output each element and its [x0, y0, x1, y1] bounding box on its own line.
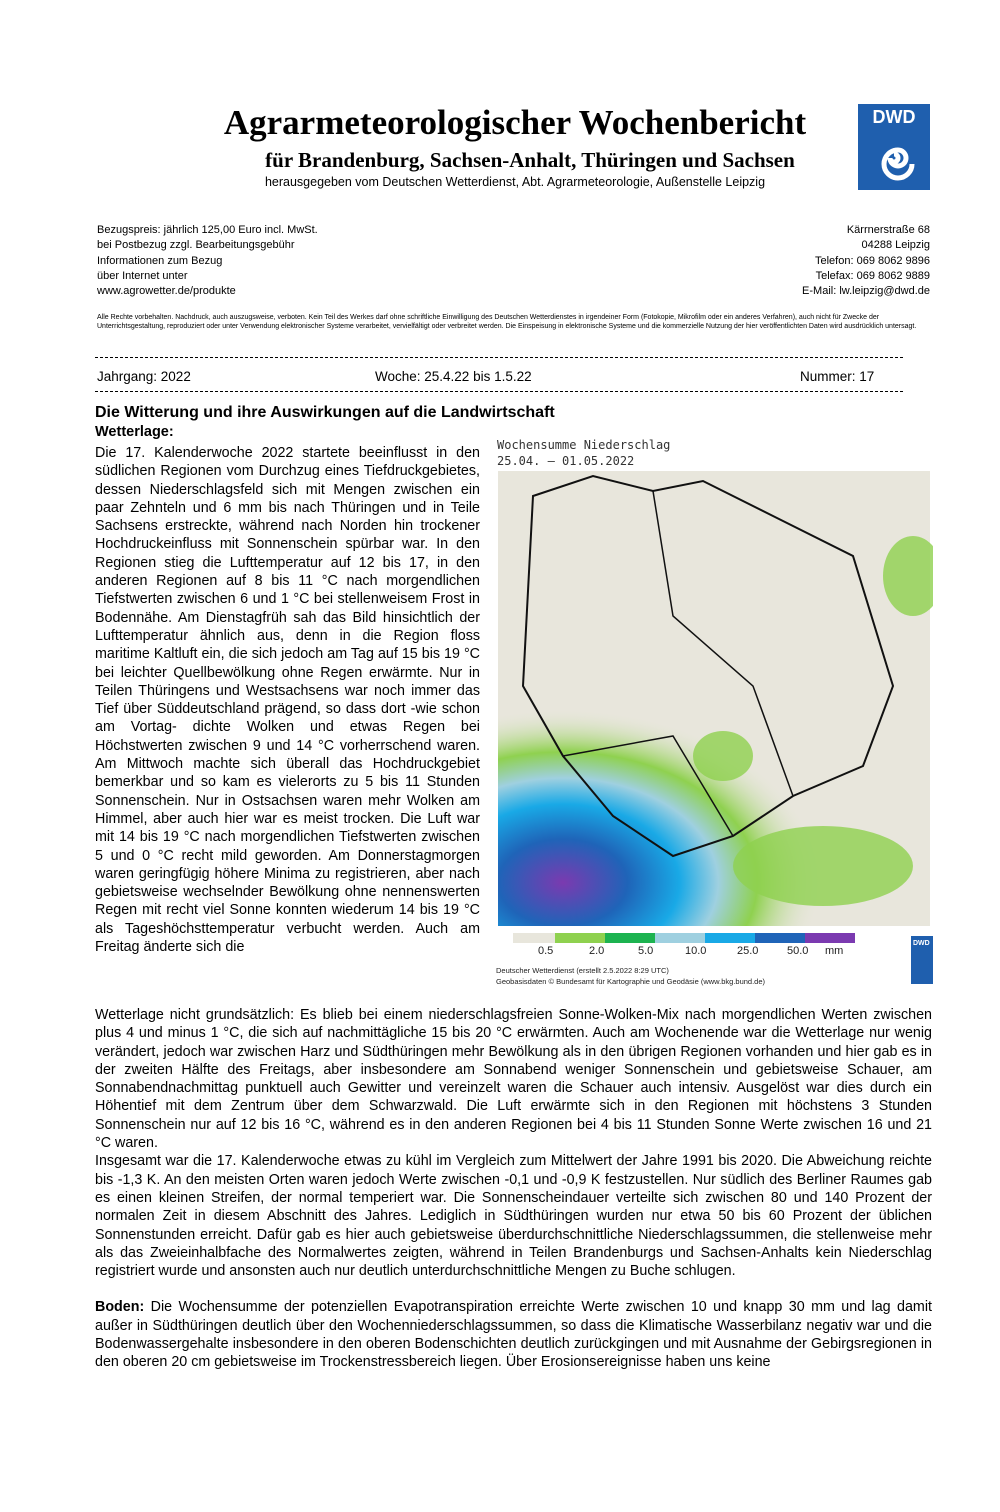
- email-link[interactable]: E-Mail: lw.leipzig@dwd.de: [802, 285, 930, 298]
- weather-text-column: Die 17. Kalenderwoche 2022 startete beeinflusst in den südlichen Regionen vom Durchzug eines Tiefdruckgebietes, dessen Niederschlagsfeld sich mit Mengen zwischen ein paar Zehnteln und 6 mm bis nach Thüringen und in Teile Sachsens erstreckte, während nach Norden hin trockener Hochdruckeinfluss mit Sonnenschein spürbar war. In den Regionen stieg die Lufttemperatur auf 12 bis 17, in den anderen Regionen auf 8 bis 11 °C nach morgendlichen Tiefstwerten zwischen 6 und 1 °C bei stellenweisem Frost in Bodennähe. Am Dienstagfrüh sah das Bild hinsichtlich der Lufttemperatur ähnlich aus, denn in die Region floss maritime Kaltluft ein, die sich jedoch am Tag auf 15 bis 19 °C bei leichter Quellbewölkung ohne Regen erwärmte. Nur in Teilen Thüringens und Westsachsens war noch immer das Tief über Süddeutschland prägend, so dass dort -wie schon am Vortag- dichte Wolken und etwas Regen bei Höchstwerten zwischen 9 und 14 °C vorherrschend waren. Am Mittwoch machte sich überall das Hochdruckgebiet bemerkbar und so kam es vielerorts zu 5 bis 11 Stunden Sonnenschein. Nur in Ostsachsen waren mehr Wolken am Himmel, aber auch hier war es meist trocken. Die Luft war mit 14 bis 19 °C nach morgendlichen Tiefstwerten zwischen 5 und 0 °C recht mild geworden. Am Donnerstagmorgen waren geringfügig höhere Minima zu registrieren, aber nach gebietsweise wechselnder Bewölkung ohne nennenswerten Regen mit recht viel Sonne konnten wiederum 14 bis 19 °C als Tageshöchsttemperatur verbucht werden. Auch am Freitag änderte sich die: [95, 445, 480, 956]
- section-subheading: Wetterlage:: [95, 424, 174, 440]
- report-subtitle: für Brandenburg, Sachsen-Anhalt, Thüringen und Sachsen: [265, 148, 795, 172]
- divider: [95, 391, 903, 392]
- website-link[interactable]: www.agrowetter.de/produkte: [97, 285, 236, 298]
- document-page: Agrarmeteorologischer Wochenbericht für Brandenburg, Sachsen-Anhalt, Thüringen und Sachsen herausgegeben vom Deutschen Wetterdienst, Abt. Agrarmeteorologie, Außenstelle Leipzig DWD Bezugspreis: jährlich 125,00 Euro incl. MwSt. bei Postbezug zzgl. Bearbeitungsgebühr Informationen zum Bezug über Internet unter www.agrowetter.de/produkte Kärrnerstraße 68 04288 Leipzig Telefon: 069 8062 9896 Telefax: 069 8062 9889 E-Mail: lw.leipzig@dwd.de Alle Rechte vorbehalten. Nachdruck, auch auszugsweise, verboten. Kein Teil des Werkes darf ohne schriftliche Einwilligung des Deutschen Wetterdienstes in irgendeiner Form (Fotokopie, Mikrofilm oder ein anderes Verfahren), auch nicht für Zwecke der Unterrichtsgestaltung, reproduziert oder unter Verwendung elektronischer Systeme verarbeitet, vervielfältigt oder verbreitet werden. Die Einspeisung in elektronische Systeme und die kommerzielle Nutzung der hier veröffentlichten Daten wird ausdrücklich untersagt. Jahrgang: 2022 Woche: 25.4.22 bis 1.5.22 Nummer: 17 Die Witterung und ihre Auswirkungen auf die Landwirtschaft Wetterlage: Die 17. Kalenderwoche 2022 startete beeinflusst in den südlichen Regionen vom Durchzug eines Tiefdruckgebietes, dessen Niederschlagsfeld sich mit Mengen zwischen ein paar Zehnteln und 6 mm bis nach Thüringen und in Teile Sachsens erstreckte, während nach Norden hin trockener Hochdruckeinfluss mit Sonnenschein spürbar war. In den Regionen stieg die Lufttemperatur auf 12 bis 17, in den anderen Regionen auf 8 bis 11 °C nach morgendlichen Tiefstwerten zwischen 6 und 1 °C bei stellenweisem Frost in Bodennähe. Am Dienstagfrüh sah das Bild hinsichtlich der Lufttemperatur ähnlich aus, denn in die Region floss maritime Kaltluft ein, die sich jedoch am Tag auf 15 bis 19 °C bei leichter Quellbewölkung ohne Regen erwärmte. Nur in Teilen Thüringens und Westsachsens war noch immer das Tief über Süddeutschland prägend, so dass dort -wie schon am Vortag- dichte Wolken und etwas Regen bei Höchstwerten zwischen 9 und 14 °C vorherrschend waren. Am Mittwoch machte sich überall das Hochdruckgebiet bemerkbar und so kam es vielerorts zu 5 bis 11 Stunden Sonnenschein. Nur in Ostsachsen waren mehr Wolken am Himmel, aber auch hier war es meist trocken. Die Luft war mit 14 bis 19 °C nach morgendlichen Tiefstwerten zwischen 5 und 0 °C recht mild geworden. Am Donnerstagmorgen waren geringfügig höhere Minima zu registrieren, aber nach gebietsweise wechselnder Bewölkung ohne nennenswerten Regen mit recht viel Sonne konnten wiederum 14 bis 19 °C als Tageshöchsttemperatur verbucht werden. Auch am Freitag änderte sich die Wochensumme Niederschlag 25.04. – 01.05.2022 0.5 2.0 5.0 10.0 25.0 50.0 mm Deutscher Wetterdienst (erstellt 2.5.2022 8:29 UTC) Geobasisdaten © Bundesamt für Kartographie und Geodäsie (www.bkg.bund.de) DWD Wetterlage nicht grundsätzlich: Es blieb bei einem niederschlagsfreien Sonne-Wolken-Mix nach morgendlichen Werten zwischen plus 4 und minus 1 °C, die sich auf nachmittägliche 15 bis 20 °C erwärmten. Auch am Wochenende war die Wetterlage nur wenig verändert, jedoch war zwischen Harz und Südthüringen mehr Bewölkung als in den übrigen Regionen vorhanden und hier gab es in der zweiten Hälfte des Freitags, aber insbesondere am Sonnabend weniger Sonnenschein und gebietsweise Schauer, am Sonnabendnachmittag punktuell auch Gewitter und vereinzelt waren die Schauer auch intensiv. Ausgelöst war dies durch ein Höhentief mit dem Zentrum über dem Schwarzwald. Die Luft erwärmte sich in den Regionen mit höchstens 3 Stunden Sonnenschein nur auf 12 bis 16 °C, während es in den anderen Regionen bei 4 bis 11 Stunden Sonne Werte zwischen 16 und 21 °C waren. Insgesamt war die 17. Kalenderwoche etwas zu kühl im Vergleich zum Mittelwert der Jahre 1991 bis 2020. Die Abweichung reichte bis -1,3 K. An den meisten Orten waren jedoch Werte zwischen -0,1 und -0,9 K festzustellen. Nur südlich des Berliner Raumes gab es einen kleinen Streifen, der normal temperiert war. Die Sonnenscheindauer verteilte sich zwischen 80 und 140 Prozent der normalen Zeit in diesem Abschnitt des Jahres. Lediglich in Südthüringen wurden nur etwa 50 bis 60 Prozent der üblichen Sonnenstunden erreicht. Dafür gab es hier auch gebietsweise überdurchschnittliche Niederschlagssummen, die stellenweise mehr als das Zweieinhalbfache des Normalwertes zeigten, während in Teilen Brandenburgs und Sachsen-Anhalts kein Niederschlag registriert wurde und ansonsten auch nur deutlich unterdurchschnittliche Mengen zu Buche schlugen. Boden: Die Wochensumme der potenziellen Evapotranspiration erreichte Werte zwischen 10 und knapp 30 mm und lag damit außer in Südthüringen deutlich über den Wochenniederschlagssummen, so dass die Klimatische Wasserbilanz negativ war und die Bodenwassergehalte insbesondere in den oberen Bodenschichten deutlich zurückgingen und mit Ausnahme der Gebirgsregionen in den oberen 20 cm gebietsweise im Trockenstressbereich liegen. Über Erosionsereignisse haben uns keine: [0, 0, 1000, 1512]
- map-graphic: [493, 436, 933, 991]
- precipitation-map: [493, 436, 933, 991]
- precip-area: [733, 826, 913, 906]
- weather-text-full: Wetterlage nicht grundsätzlich: Es blieb bei einem niederschlagsfreien Sonne-Wolken-Mix nach morgendlichen Werten zwischen plus 4 und minus 1 °C, die sich auf nachmittägliche 15 bis 20 °C erwärmten. Auch am Wochenende war die Wetterlage nur wenig verändert, jedoch war zwischen Harz und Südthüringen mehr Bewölkung als in den übrigen Regionen vorhanden und hier gab es in der zweiten Hälfte des Freitags, aber insbesondere am Sonnabend weniger Sonnenschein und gebietsweise Schauer, am Sonnabendnachmittag punktuell auch Gewitter und vereinzelt waren die Schauer auch intensiv. Ausgelöst war dies durch ein Höhentief mit dem Zentrum über dem Schwarzwald. Die Luft erwärmte sich in den Regionen mit höchstens 3 Stunden Sonnenschein nur auf 12 bis 16 °C, während es in den anderen Regionen bei 4 bis 11 Stunden Sonne Werte zwischen 16 und 21 °C waren. Insgesamt war die 17. Kalenderwoche etwas zu kühl im Vergleich zum Mittelwert der Jahre 1991 bis 2020. Die Abweichung reichte bis -1,3 K. An den meisten Orten waren jedoch Werte zwischen -0,1 und -0,9 K festzustellen. Nur südlich des Berliner Raumes gab es einen kleinen Streifen, der normal temperiert war. Die Sonnenscheindauer verteilte sich zwischen 80 und 140 Prozent der normalen Zeit in diesem Abschnitt des Jahres. Lediglich in Südthüringen wurden nur etwa 50 bis 60 Prozent der üblichen Sonnenstunden erreicht. Dafür gab es hier auch gebietsweise überdurchschnittliche Niederschlagssummen, die stellenweise mehr als das Zweieinhalbfache des Normalwertes zeigten, während in Teilen Brandenburgs und Sachsen-Anhalts kein Niederschlag registriert wurde und ansonsten auch nur deutlich unterdurchschnittliche Mengen zu Buche schlugen. Boden: Die Wochensumme der potenziellen Evapotranspiration erreichte Werte zwischen 10 und knapp 30 mm und lag damit außer in Südthüringen deutlich über den Wochenniederschlagssummen, so dass die Klimatische Wasserbilanz negativ war und die Bodenwassergehalte insbesondere in den oberen Bodenschichten deutlich zurückgingen und mit Ausnahme der Gebirgsregionen in den oberen 20 cm gebietsweise im Trockenstressbereich liegen. Über Erosionsereignisse haben uns keine: [95, 1007, 932, 1371]
- address-info: Kärrnerstraße 68 04288 Leipzig Telefon: 069 8062 9896 Telefax: 069 8062 9889 E-Mail: lw.leipzig@dwd.de: [802, 223, 930, 299]
- precip-area: [693, 731, 753, 781]
- subscription-info: Bezugspreis: jährlich 125,00 Euro incl. MwSt. bei Postbezug zzgl. Bearbeitungsgebühr Informationen zum Bezug über Internet unter www.agrowetter.de/produkte: [97, 223, 318, 299]
- map-credit: Deutscher Wetterdienst (erstellt 2.5.2022 8:29 UTC) Geobasisdaten © Bundesamt für Kartographie und Geodäsie (www.bkg.bund.de): [496, 966, 766, 986]
- publisher-line: herausgegeben vom Deutschen Wetterdienst, Abt. Agrarmeteorologie, Außenstelle Leipzig: [264, 175, 766, 189]
- map-title: Wochensumme Niederschlag 25.04. – 01.05.2022: [497, 438, 671, 468]
- divider: [95, 357, 903, 358]
- report-title: Agrarmeteorologischer Wochenbericht: [223, 103, 807, 142]
- dwd-logo: DWD: [858, 104, 930, 190]
- boden-paragraph: Boden: Die Wochensumme der potenziellen Evapotranspiration erreichte Werte zwischen 10 und knapp 30 mm und lag damit außer in Südthüringen deutlich über den Wochenniederschlagssummen, so dass die Klimatische Wasserbilanz negativ war und die Bodenwassergehalte insbesondere in den oberen Bodenschichten deutlich zurückgingen und mit Ausnahme der Gebirgsregionen in den oberen 20 cm gebietsweise im Trockenstressbereich liegen. Über Erosionsereignisse haben uns keine: [95, 1299, 932, 1371]
- rights-notice: Alle Rechte vorbehalten. Nachdruck, auch auszugsweise, verboten. Kein Teil des Werkes darf ohne schriftliche Einwilligung des Deutschen Wetterdienstes in irgendeiner Form (Fotokopie, Mikrofilm oder ein anderes Verfahren), auch nicht für Zwecke der Unterrichtsgestaltung, reproduziert oder unter Verwendung elektronischer Systeme verarbeitet, vervielfältigt oder verbreitet werden. Die Einspeisung in elektronische Systeme und die kommerzielle Nutzung der hier veröffentlichten Daten wird ausdrücklich untersagt.: [97, 314, 917, 330]
- woche: Woche: 25.4.22 bis 1.5.22: [375, 369, 532, 384]
- jahrgang: Jahrgang: 2022: [97, 369, 191, 384]
- nummer: Nummer: 17: [800, 369, 875, 384]
- section-heading: Die Witterung und ihre Auswirkungen auf die Landwirtschaft: [95, 404, 555, 421]
- dwd-swirl-icon: [858, 128, 930, 188]
